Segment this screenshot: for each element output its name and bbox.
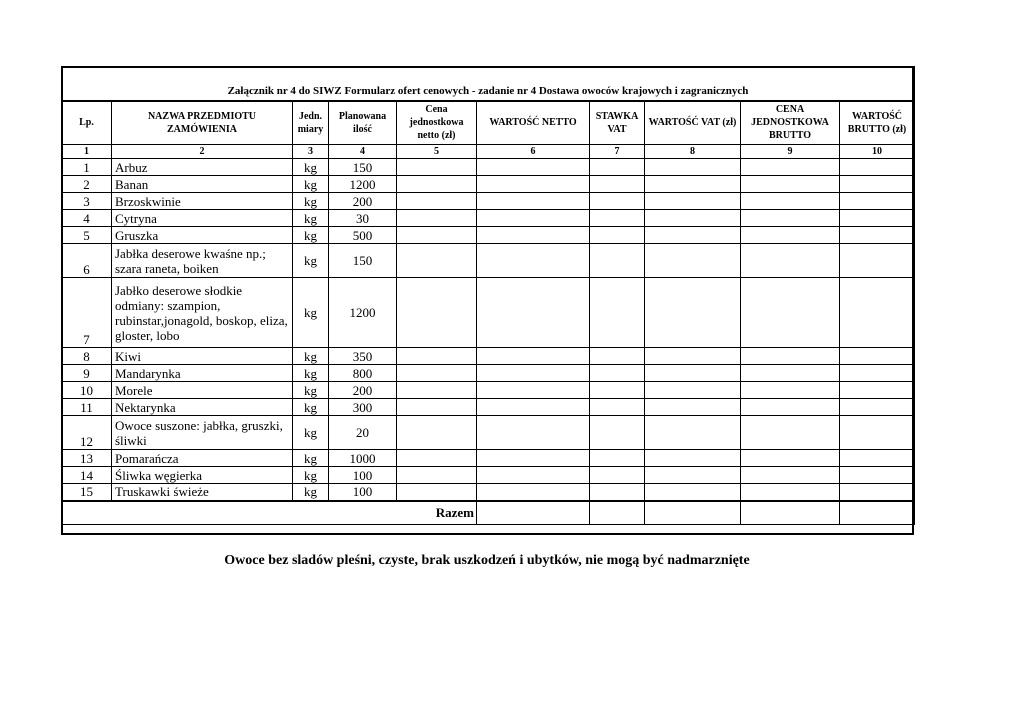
header-name: NAZWA PRZEDMIOTU ZAMÓWIENIA [112, 101, 293, 145]
item-vat-value-cell[interactable] [645, 159, 741, 176]
item-name: Śliwka węgierka [112, 467, 293, 484]
table-row [62, 450, 915, 467]
item-unit: kg [293, 484, 329, 501]
item-gross-value-cell[interactable] [840, 365, 915, 382]
item-gross-value-cell[interactable] [840, 348, 915, 365]
item-vat-rate-cell[interactable] [590, 382, 645, 399]
item-vat-value-cell[interactable] [645, 467, 741, 484]
item-vat-value-cell[interactable] [645, 382, 741, 399]
total-gross-price-cell[interactable] [741, 501, 840, 525]
item-name: Gruszka [112, 227, 293, 244]
item-net-price-cell[interactable] [397, 399, 477, 416]
table-row [62, 348, 915, 365]
item-gross-value-cell[interactable] [840, 176, 915, 193]
column-number: 9 [741, 145, 840, 159]
item-gross-value-cell[interactable] [840, 416, 915, 450]
item-gross-price-cell[interactable] [741, 348, 840, 365]
item-vat-rate-cell[interactable] [590, 210, 645, 227]
item-net-value-cell[interactable] [477, 176, 590, 193]
item-number: 8 [62, 348, 112, 365]
item-net-price-cell[interactable] [397, 450, 477, 467]
header-gross-value: WARTOŚĆ BRUTTO (zł) [840, 101, 915, 145]
form-title: Załącznik nr 4 do SIWZ Formularz ofert cenowych - zadanie nr 4 Dostawa owoców krajowych i zagranicznych [62, 67, 915, 101]
item-name: Mandarynka [112, 365, 293, 382]
table-row [62, 365, 915, 382]
item-quantity: 350 [329, 348, 397, 365]
item-gross-price-cell[interactable] [741, 244, 840, 278]
item-name: Banan [112, 176, 293, 193]
item-vat-rate-cell[interactable] [590, 193, 645, 210]
item-name: Jabłka deserowe kwaśne np.; szara raneta, boiken [112, 244, 293, 278]
item-vat-rate-cell[interactable] [590, 244, 645, 278]
item-unit: kg [293, 159, 329, 176]
item-unit: kg [293, 227, 329, 244]
item-name: Truskawki świeże [112, 484, 293, 501]
column-number: 6 [477, 145, 590, 159]
item-name: Jabłko deserowe słodkie odmiany: szampion, rubinstar,jonagold, boskop, eliza, gloster, lobo [112, 278, 293, 348]
item-vat-value-cell[interactable] [645, 210, 741, 227]
item-net-price-cell[interactable] [397, 484, 477, 501]
item-name: Cytryna [112, 210, 293, 227]
item-unit: kg [293, 416, 329, 450]
item-net-value-cell[interactable] [477, 244, 590, 278]
total-row [62, 501, 915, 525]
item-net-value-cell[interactable] [477, 450, 590, 467]
item-gross-value-cell[interactable] [840, 193, 915, 210]
item-quantity: 200 [329, 193, 397, 210]
item-quantity: 150 [329, 244, 397, 278]
item-net-price-cell[interactable] [397, 244, 477, 278]
header-net-value: WARTOŚĆ NETTO [477, 101, 590, 145]
price-form-sheet [61, 66, 914, 525]
item-vat-rate-cell[interactable] [590, 365, 645, 382]
item-gross-value-cell[interactable] [840, 484, 915, 501]
item-gross-price-cell[interactable] [741, 210, 840, 227]
item-vat-rate-cell[interactable] [590, 467, 645, 484]
table-row [62, 176, 915, 193]
item-net-value-cell[interactable] [477, 193, 590, 210]
item-number: 5 [62, 227, 112, 244]
table-row [62, 193, 915, 210]
item-vat-value-cell[interactable] [645, 416, 741, 450]
item-gross-price-cell[interactable] [741, 193, 840, 210]
item-gross-value-cell[interactable] [840, 467, 915, 484]
item-number: 15 [62, 484, 112, 501]
item-gross-price-cell[interactable] [741, 159, 840, 176]
item-net-value-cell[interactable] [477, 416, 590, 450]
item-quantity: 100 [329, 484, 397, 501]
column-number: 8 [645, 145, 741, 159]
item-unit: kg [293, 244, 329, 278]
item-net-value-cell[interactable] [477, 365, 590, 382]
item-number: 4 [62, 210, 112, 227]
item-net-value-cell[interactable] [477, 484, 590, 501]
table-row [62, 227, 915, 244]
header-lp: Lp. [62, 101, 112, 145]
item-net-price-cell[interactable] [397, 467, 477, 484]
header-gross-price: CENA JEDNOSTKOWA BRUTTO [741, 101, 840, 145]
title-row [62, 67, 915, 101]
item-gross-price-cell[interactable] [741, 176, 840, 193]
item-net-price-cell[interactable] [397, 278, 477, 348]
item-number: 6 [62, 244, 112, 278]
item-unit: kg [293, 210, 329, 227]
footer-note: Owoce bez sladów pleśni, czyste, brak uszkodzeń i ubytków, nie mogą być nadmarznięte [224, 553, 750, 568]
item-vat-value-cell[interactable] [645, 193, 741, 210]
item-net-price-cell[interactable] [397, 176, 477, 193]
item-net-price-cell[interactable] [397, 365, 477, 382]
column-number: 3 [293, 145, 329, 159]
item-net-price-cell[interactable] [397, 416, 477, 450]
item-vat-rate-cell[interactable] [590, 159, 645, 176]
item-net-price-cell[interactable] [397, 159, 477, 176]
item-number: 7 [62, 278, 112, 348]
item-name: Owoce suszone: jabłka, gruszki, śliwki [112, 416, 293, 450]
item-quantity: 1200 [329, 176, 397, 193]
item-vat-value-cell[interactable] [645, 176, 741, 193]
item-vat-value-cell[interactable] [645, 278, 741, 348]
header-unit: Jedn. miary [293, 101, 329, 145]
table-row [62, 399, 915, 416]
item-gross-value-cell[interactable] [840, 382, 915, 399]
price-table [61, 66, 915, 525]
item-number: 3 [62, 193, 112, 210]
item-unit: kg [293, 467, 329, 484]
item-quantity: 30 [329, 210, 397, 227]
item-gross-price-cell[interactable] [741, 399, 840, 416]
table-row [62, 484, 915, 501]
item-vat-value-cell[interactable] [645, 399, 741, 416]
item-vat-value-cell[interactable] [645, 244, 741, 278]
item-quantity: 1000 [329, 450, 397, 467]
table-row [62, 467, 915, 484]
item-number: 10 [62, 382, 112, 399]
item-name: Brzoskwinie [112, 193, 293, 210]
item-net-value-cell[interactable] [477, 227, 590, 244]
item-gross-price-cell[interactable] [741, 278, 840, 348]
item-net-price-cell[interactable] [397, 193, 477, 210]
column-number: 2 [112, 145, 293, 159]
item-quantity: 500 [329, 227, 397, 244]
item-vat-rate-cell[interactable] [590, 484, 645, 501]
table-row [62, 159, 915, 176]
item-net-price-cell[interactable] [397, 210, 477, 227]
item-unit: kg [293, 365, 329, 382]
item-net-price-cell[interactable] [397, 227, 477, 244]
item-vat-rate-cell[interactable] [590, 348, 645, 365]
item-number: 9 [62, 365, 112, 382]
item-net-value-cell[interactable] [477, 278, 590, 348]
total-label: Razem [62, 501, 477, 525]
item-gross-price-cell[interactable] [741, 467, 840, 484]
item-name: Arbuz [112, 159, 293, 176]
item-unit: kg [293, 348, 329, 365]
column-number: 4 [329, 145, 397, 159]
item-net-value-cell[interactable] [477, 159, 590, 176]
item-gross-price-cell[interactable] [741, 416, 840, 450]
item-vat-value-cell[interactable] [645, 227, 741, 244]
total-gross-value-cell[interactable] [840, 501, 915, 525]
table-row [62, 244, 915, 278]
item-vat-rate-cell[interactable] [590, 278, 645, 348]
item-vat-value-cell[interactable] [645, 484, 741, 501]
item-vat-rate-cell[interactable] [590, 416, 645, 450]
item-net-value-cell[interactable] [477, 210, 590, 227]
table-row [62, 416, 915, 450]
header-vat-rate: STAWKA VAT [590, 101, 645, 145]
item-name: Morele [112, 382, 293, 399]
table-row [62, 278, 915, 348]
header-row [62, 101, 915, 145]
item-gross-value-cell[interactable] [840, 450, 915, 467]
item-vat-rate-cell[interactable] [590, 450, 645, 467]
item-quantity: 200 [329, 382, 397, 399]
item-unit: kg [293, 382, 329, 399]
total-vat-rate-cell[interactable] [590, 501, 645, 525]
item-vat-rate-cell[interactable] [590, 176, 645, 193]
item-unit: kg [293, 450, 329, 467]
item-number: 12 [62, 416, 112, 450]
item-vat-rate-cell[interactable] [590, 399, 645, 416]
item-name: Kiwi [112, 348, 293, 365]
table-row [62, 382, 915, 399]
item-gross-value-cell[interactable] [840, 244, 915, 278]
item-gross-value-cell[interactable] [840, 278, 915, 348]
item-net-value-cell[interactable] [477, 399, 590, 416]
column-number: 5 [397, 145, 477, 159]
column-number-row [62, 145, 915, 159]
column-number: 1 [62, 145, 112, 159]
item-name: Nektarynka [112, 399, 293, 416]
item-gross-value-cell[interactable] [840, 227, 915, 244]
item-gross-price-cell[interactable] [741, 227, 840, 244]
item-gross-price-cell[interactable] [741, 450, 840, 467]
item-gross-price-cell[interactable] [741, 382, 840, 399]
table-row [62, 210, 915, 227]
item-gross-value-cell[interactable] [840, 159, 915, 176]
item-net-price-cell[interactable] [397, 382, 477, 399]
item-unit: kg [293, 176, 329, 193]
item-gross-value-cell[interactable] [840, 210, 915, 227]
item-quantity: 800 [329, 365, 397, 382]
item-vat-rate-cell[interactable] [590, 227, 645, 244]
item-number: 2 [62, 176, 112, 193]
item-quantity: 100 [329, 467, 397, 484]
item-number: 11 [62, 399, 112, 416]
column-number: 7 [590, 145, 645, 159]
total-net-value-cell[interactable] [477, 501, 590, 525]
item-unit: kg [293, 278, 329, 348]
item-net-value-cell[interactable] [477, 467, 590, 484]
item-net-value-cell[interactable] [477, 348, 590, 365]
header-qty: Planowana ilość [329, 101, 397, 145]
item-vat-value-cell[interactable] [645, 365, 741, 382]
item-quantity: 20 [329, 416, 397, 450]
item-gross-price-cell[interactable] [741, 484, 840, 501]
item-quantity: 1200 [329, 278, 397, 348]
column-number: 10 [840, 145, 915, 159]
item-quantity: 150 [329, 159, 397, 176]
item-unit: kg [293, 399, 329, 416]
item-name: Pomarańcza [112, 450, 293, 467]
header-net-price: Cena jednostkowa netto (zł) [397, 101, 477, 145]
item-number: 14 [62, 467, 112, 484]
item-number: 1 [62, 159, 112, 176]
item-gross-price-cell[interactable] [741, 365, 840, 382]
item-number: 13 [62, 450, 112, 467]
total-vat-value-cell[interactable] [645, 501, 741, 525]
item-gross-value-cell[interactable] [840, 399, 915, 416]
header-vat-value: WARTOŚĆ VAT (zł) [645, 101, 741, 145]
item-net-price-cell[interactable] [397, 348, 477, 365]
item-vat-value-cell[interactable] [645, 450, 741, 467]
item-unit: kg [293, 193, 329, 210]
item-net-value-cell[interactable] [477, 382, 590, 399]
item-quantity: 300 [329, 399, 397, 416]
item-vat-value-cell[interactable] [645, 348, 741, 365]
